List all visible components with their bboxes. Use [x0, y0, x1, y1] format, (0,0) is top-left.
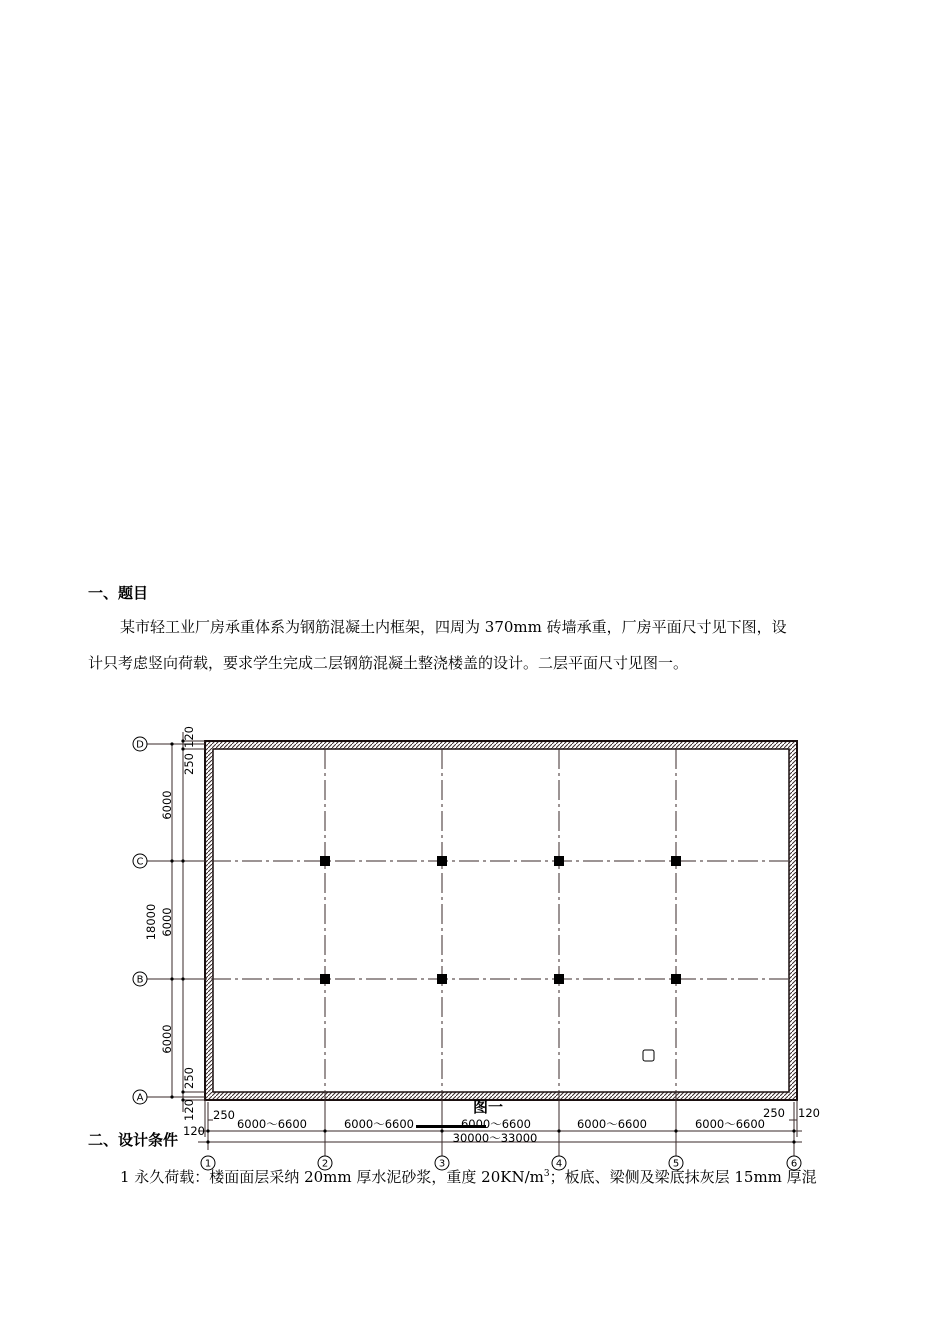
axis-marker-C: [133, 854, 147, 868]
axis-marker-D: [133, 737, 147, 751]
dim-span-12: 6000～6600: [236, 1117, 308, 1131]
section-heading-title: 一、题目: [88, 584, 149, 602]
dim-bottom-250: 250: [182, 1067, 196, 1089]
left-dimension-labels: [144, 726, 196, 1121]
svg-text:A: A: [136, 1092, 144, 1104]
dim-left-250: 250: [213, 1108, 235, 1122]
svg-text:C: C: [136, 856, 144, 868]
svg-text:D: D: [136, 739, 144, 751]
brick-wall: [205, 741, 797, 1100]
dim-span-ba: 6000: [160, 1024, 174, 1054]
column: [437, 974, 447, 984]
column: [554, 974, 564, 984]
figure-caption: 图一: [473, 1098, 504, 1116]
dim-total-30000: 30000～33000: [452, 1131, 538, 1145]
column: [554, 856, 564, 866]
dim-span-56: 6000～6600: [694, 1117, 766, 1131]
dim-top-250: 250: [182, 753, 196, 775]
svg-text:5: 5: [672, 1158, 680, 1170]
column: [320, 974, 330, 984]
dim-span-cb: 6000: [160, 907, 174, 937]
problem-paragraph-line-2: 计只考虑竖向荷载，要求学生完成二层钢筋混凝土整浇楼盖的设计。二层平面尺寸见图一。: [88, 654, 689, 672]
dim-bottom-120: 120: [182, 1099, 196, 1121]
svg-text:B: B: [136, 974, 144, 986]
svg-text:4: 4: [555, 1158, 563, 1170]
svg-text:6: 6: [790, 1158, 798, 1170]
column: [671, 856, 681, 866]
svg-text:2: 2: [321, 1158, 329, 1170]
dim-span-45: 6000～6600: [576, 1117, 648, 1131]
svg-text:3: 3: [438, 1158, 446, 1170]
dim-span-dc: 6000: [160, 790, 174, 820]
problem-paragraph-line-1: 某市轻工业厂房承重体系为钢筋混凝土内框架，四周为 370mm 砖墙承重，厂房平面尺寸见下图，设: [120, 618, 787, 636]
dim-right-120: 120: [798, 1106, 820, 1120]
dim-span-34: 6000～6600: [460, 1117, 532, 1131]
column: [320, 856, 330, 866]
column: [671, 974, 681, 984]
dim-top-120: 120: [182, 726, 196, 748]
column: [437, 856, 447, 866]
plaster-layer-text: ；板底、梁侧及梁底抹灰层 15mm 厚混: [549, 1168, 817, 1186]
design-conditions-line-1: [120, 1164, 817, 1187]
section-heading-design-conditions: 二、设计条件: [88, 1131, 179, 1149]
unit-superscript: 3: [543, 1169, 550, 1179]
permanent-load-text: 1 永久荷载：楼面面层采纳 20mm 厚水泥砂浆，重度 20KN/m: [120, 1168, 544, 1186]
dim-span-23: 6000～6600: [343, 1117, 415, 1131]
svg-text:1: 1: [204, 1158, 212, 1170]
axis-marker-B: [133, 972, 147, 986]
dim-right-250: 250: [763, 1106, 785, 1120]
dim-total-18000: 18000: [144, 903, 158, 941]
axis-marker-A: [133, 1090, 147, 1104]
dim-left-120: 120: [183, 1124, 205, 1138]
